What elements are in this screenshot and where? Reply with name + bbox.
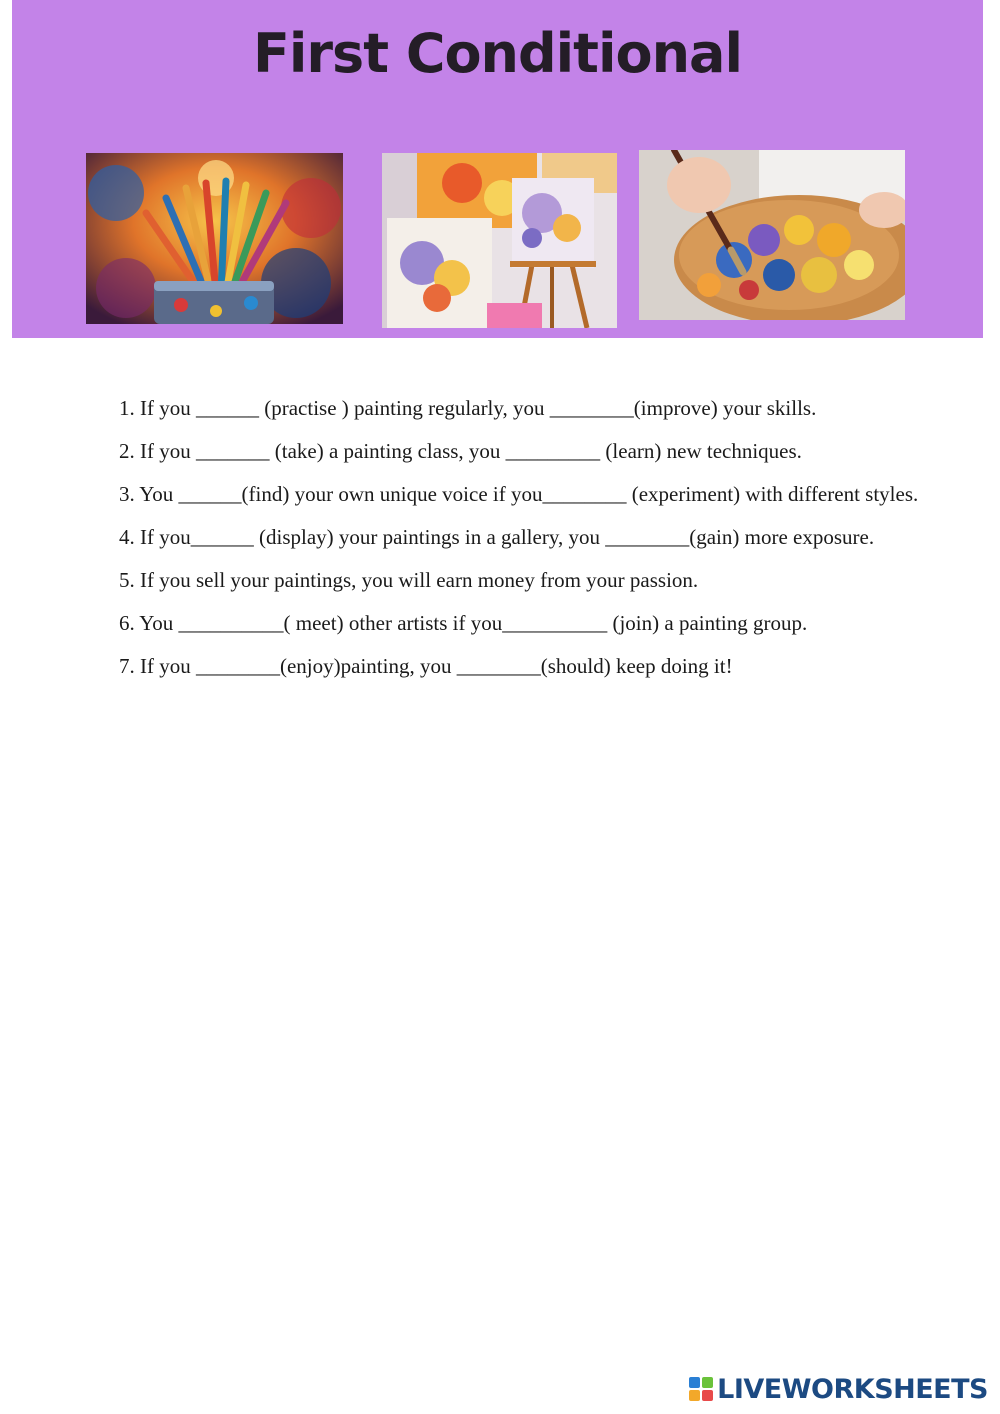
liveworksheets-logo-icon (689, 1377, 713, 1401)
page-title: First Conditional (253, 22, 742, 85)
question-6: 6. You __________( meet) other artists if you__________ (join) a painting group. (119, 611, 808, 635)
liveworksheets-brand (689, 1374, 988, 1404)
questions-list (119, 394, 919, 695)
hand-painting-palette-photo (639, 150, 905, 320)
brand-name: LIVEWORKSHEETS (717, 1373, 988, 1405)
question-3: 3. You ______(find) your own unique voice if you________ (experiment) with different styles. (119, 482, 919, 506)
question-2: 2. If you _______ (take) a painting class, you _________ (learn) new techniques. (119, 439, 802, 463)
abstract-paintings-easel-photo (382, 153, 617, 328)
paint-brushes-jar-photo (86, 153, 343, 324)
question-4: 4. If you______ (display) your paintings in a gallery, you ________(gain) more exposure. (119, 525, 875, 549)
question-5: 5. If you sell your paintings, you will earn money from your passion. (119, 568, 699, 592)
question-1: 1. If you ______ (practise ) painting regularly, you ________(improve) your skills. (119, 396, 817, 420)
question-7: 7. If you ________(enjoy)painting, you ________(should) keep doing it! (119, 654, 733, 678)
header-banner (12, 0, 983, 338)
